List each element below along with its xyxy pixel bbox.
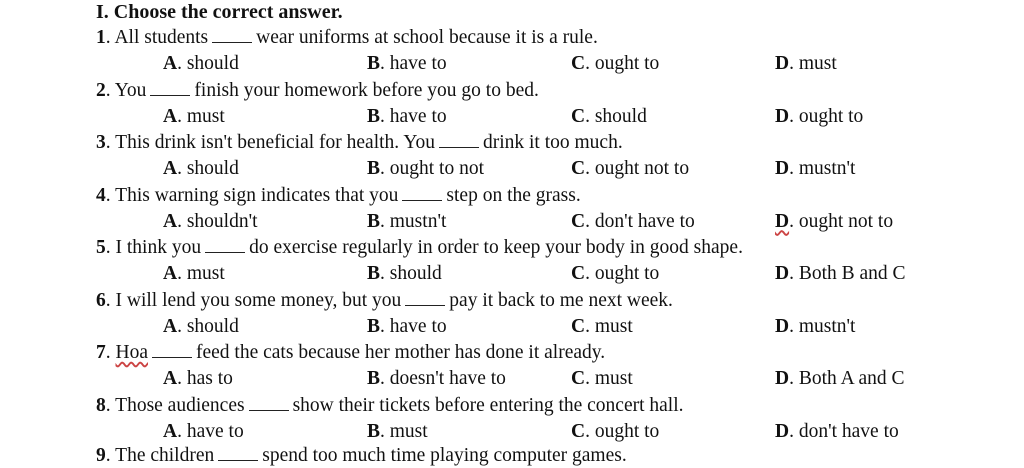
option-letter: C [571, 263, 586, 284]
option-text: has to [186, 368, 233, 389]
option-d[interactable]: D. don't have to [775, 420, 899, 442]
option-a[interactable]: A. has to [163, 368, 233, 389]
option-d[interactable]: D. ought to [775, 105, 864, 127]
option-text: have to [389, 53, 447, 74]
option-text: should [594, 105, 647, 127]
options-row [0, 420, 1024, 444]
question-4: 4. This warning sign indicates that you step on the grass. [96, 184, 581, 206]
option-letter: A [163, 158, 178, 179]
option-letter: A [163, 263, 178, 284]
option-letter: C [571, 158, 586, 179]
option-text: should [186, 53, 239, 74]
question-number: 7 [96, 342, 106, 363]
option-b[interactable]: B. should [367, 263, 442, 284]
option-letter: D [775, 158, 790, 179]
question-number: 8 [96, 394, 106, 416]
question-text-after: wear uniforms at school because it is a rule. [256, 27, 598, 48]
option-c[interactable]: C. ought to [571, 420, 660, 442]
option-text: don't have to [798, 420, 899, 442]
option-c[interactable]: C. ought not to [571, 158, 690, 179]
options-row [0, 52, 1024, 76]
option-text: ought not to [594, 158, 690, 179]
question-text-after: do exercise regularly in order to keep your body in good shape. [249, 237, 743, 258]
option-b[interactable]: B. have to [367, 105, 447, 127]
option-text: should [389, 263, 442, 284]
option-letter: D [775, 53, 790, 74]
answer-blank [439, 133, 479, 148]
option-c[interactable]: C. must [571, 315, 633, 337]
option-letter: D [775, 263, 790, 284]
option-text: ought to [798, 105, 864, 127]
option-c[interactable]: C. ought to [571, 263, 660, 284]
question-text-after: finish your homework before you go to bed. [194, 79, 539, 101]
question-text-after: feed the cats because her mother has done it already. [196, 342, 606, 363]
option-letter: C [571, 210, 586, 232]
question-text-before: This warning sign indicates that you [115, 184, 399, 206]
question-text-before: Those audiences [115, 394, 245, 416]
options-row [0, 262, 1024, 286]
answer-blank [405, 291, 445, 306]
question-text-before: All students [114, 27, 209, 48]
question-text-after: step on the grass. [446, 184, 581, 206]
option-letter: B [367, 263, 381, 284]
question-text-before: This drink isn't beneficial for health. You [115, 132, 435, 153]
question-number: 3 [96, 132, 106, 153]
option-d[interactable]: D. mustn't [775, 158, 856, 179]
option-letter: C [571, 315, 586, 337]
option-text: have to [389, 105, 447, 127]
option-text: have to [389, 315, 447, 337]
option-a[interactable]: A. should [163, 158, 239, 179]
option-text: should [186, 158, 239, 179]
question-text-after: drink it too much. [482, 132, 623, 153]
option-text: must [186, 105, 225, 127]
option-letter: A [163, 210, 178, 232]
option-text: must [186, 263, 225, 284]
question-text-before: I think you [115, 237, 202, 258]
option-letter: C [571, 420, 586, 442]
answer-blank [212, 28, 252, 43]
option-c[interactable]: C. must [571, 368, 633, 389]
option-letter: B [367, 105, 381, 127]
section-title: I. Choose the correct answer. [96, 1, 343, 23]
option-text: mustn't [389, 210, 447, 232]
option-d[interactable]: D. must [775, 53, 837, 74]
option-letter: D [775, 315, 790, 337]
question-text-after: pay it back to me next week. [449, 289, 673, 311]
question-number: 2 [96, 79, 106, 101]
answer-blank [249, 396, 289, 411]
option-letter: A [163, 105, 178, 127]
option-text: mustn't [798, 315, 856, 337]
question-7: 7. Hoa feed the cats because her mother has done it already. [96, 342, 606, 363]
option-letter: B [367, 53, 381, 74]
option-text: don't have to [594, 210, 695, 232]
answer-blank [150, 81, 190, 96]
question-2: 2. You finish your homework before you go to bed. [96, 79, 539, 101]
question-number: 4 [96, 184, 106, 206]
option-letter: D [775, 420, 790, 442]
option-text: Both B and C [798, 263, 906, 284]
option-text: mustn't [798, 158, 856, 179]
option-text: must [798, 53, 837, 74]
option-letter: A [163, 315, 178, 337]
option-letter: D [775, 368, 790, 389]
option-text: ought to not [389, 158, 485, 179]
option-c[interactable]: C. don't have to [571, 210, 695, 232]
option-a[interactable]: A. must [163, 263, 225, 284]
option-text: ought to [594, 420, 660, 442]
option-letter: B [367, 420, 381, 442]
option-c[interactable]: C. should [571, 105, 647, 127]
option-letter: D [775, 105, 790, 127]
options-row [0, 105, 1024, 129]
question-text-before: Hoa [115, 342, 148, 363]
options-row [0, 157, 1024, 181]
option-text: must [594, 315, 633, 337]
option-b[interactable]: B. mustn't [367, 210, 447, 232]
question-text-before: I will lend you some money, but you [115, 289, 402, 311]
option-letter: C [571, 368, 586, 389]
option-text: ought to [594, 263, 660, 284]
option-text: have to [186, 420, 244, 442]
question-text-before: The children [115, 445, 215, 466]
question-number: 1 [96, 27, 106, 48]
option-letter: A [163, 53, 178, 74]
option-b[interactable]: B. must [367, 420, 428, 442]
question-number: 6 [96, 289, 106, 311]
option-text: must [594, 368, 633, 389]
option-text: Both A and C [798, 368, 905, 389]
option-d[interactable]: D. Both B and C [775, 263, 906, 284]
option-b[interactable]: B. ought to not [367, 158, 485, 179]
question-5: 5. I think you do exercise regularly in order to keep your body in good shape. [96, 237, 743, 258]
option-c[interactable]: C. ought to [571, 53, 660, 74]
options-row [0, 210, 1024, 234]
options-row [0, 367, 1024, 391]
option-a[interactable]: A. have to [163, 420, 244, 442]
options-row [0, 315, 1024, 339]
option-text: doesn't have to [389, 368, 506, 389]
question-9-partial: 9. The children spend too much time playing computer games. [96, 445, 627, 466]
question-text-before: You [114, 79, 147, 101]
option-letter: A [163, 368, 178, 389]
question-number: 5 [96, 237, 106, 258]
option-d[interactable]: D. Both A and C [775, 368, 905, 389]
option-a[interactable]: A. should [163, 53, 239, 74]
question-1: 1. All students wear uniforms at school because it is a rule. [96, 27, 598, 48]
option-letter: B [367, 368, 381, 389]
option-text: must [389, 420, 428, 442]
question-number: 9 [96, 445, 106, 466]
option-letter: A [163, 420, 178, 442]
question-3: 3. This drink isn't beneficial for health. You drink it too much. [96, 132, 623, 153]
option-d[interactable]: D. ought not to [775, 210, 894, 232]
option-d[interactable]: D. mustn't [775, 315, 856, 337]
option-letter: B [367, 158, 381, 179]
option-letter: D [775, 210, 790, 232]
answer-blank [152, 343, 192, 358]
option-a[interactable]: A. must [163, 105, 225, 127]
option-text: ought to [594, 53, 660, 74]
option-b[interactable]: B. doesn't have to [367, 368, 506, 389]
option-text: ought not to [798, 210, 894, 232]
option-a[interactable]: A. should [163, 315, 239, 337]
option-b[interactable]: B. have to [367, 53, 447, 74]
question-text-after: show their tickets before entering the concert hall. [292, 394, 684, 416]
answer-blank [205, 238, 245, 253]
question-6: 6. I will lend you some money, but you pay it back to me next week. [96, 289, 673, 311]
option-text: should [186, 315, 239, 337]
answer-blank [402, 186, 442, 201]
option-b[interactable]: B. have to [367, 315, 447, 337]
option-letter: B [367, 315, 381, 337]
option-a[interactable]: A. shouldn't [163, 210, 258, 232]
option-letter: B [367, 210, 381, 232]
question-8: 8. Those audiences show their tickets before entering the concert hall. [96, 394, 684, 416]
option-text: shouldn't [186, 210, 258, 232]
option-letter: C [571, 53, 586, 74]
option-letter: C [571, 105, 586, 127]
question-text-after: spend too much time playing computer games. [262, 445, 627, 466]
